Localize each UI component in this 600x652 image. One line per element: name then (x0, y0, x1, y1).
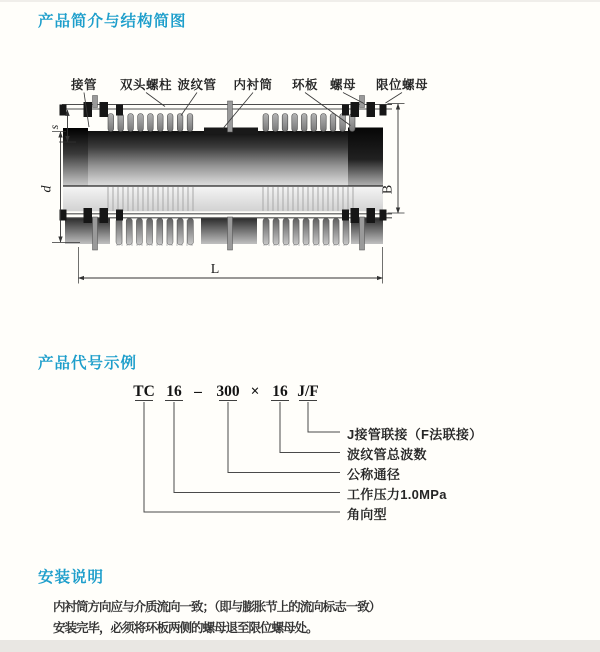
lower-section-body (63, 187, 383, 212)
callout-working-pressure: 工作压力1.0MPa (347, 487, 447, 502)
callout-connection-type: J接管联接（F法联接） (347, 427, 483, 442)
code-part-diameter: 300 (216, 383, 240, 400)
end-pipe-right (348, 128, 383, 186)
part-label-bellows: 波纹管 (177, 78, 217, 92)
part-label-inner-liner: 内衬筒 (233, 78, 273, 92)
part-label-ring-plate: 环板 (291, 78, 319, 92)
dimension-L (79, 247, 383, 284)
dim-label-d: d (39, 185, 55, 193)
dimension-B (388, 104, 405, 214)
callout-wave-count: 波纹管总波数 (347, 447, 427, 462)
install-note-line-2: 安装完毕，必须将环板两侧的螺母退至限位螺母处。 (53, 621, 318, 635)
code-part-times: × (250, 383, 260, 400)
code-part-connection: J/F (297, 383, 319, 400)
dim-label-B: B (380, 184, 396, 195)
install-note-line-1: 内衬筒方向应与介质流向一致；（即与膨胀节上的流向标志一致） (53, 600, 381, 614)
structure-diagram (30, 68, 470, 303)
page-bottom-edge (0, 640, 600, 652)
code-part-waves: 16 (272, 383, 288, 400)
bellows-teeth-bottom-right (263, 218, 349, 245)
code-part-dash: – (194, 383, 202, 400)
section-title-code: 产品代号示例 (38, 355, 138, 372)
part-label-limit-nut: 限位螺母 (375, 78, 429, 92)
code-callout-lines (0, 397, 600, 527)
dim-label-L: L (210, 262, 220, 277)
bellows-teeth-bottom-left (116, 218, 193, 245)
dim-label-s: s (47, 124, 61, 130)
part-label-nut: 螺母 (329, 78, 357, 92)
callout-angular-type: 角向型 (347, 507, 387, 522)
page-top-edge (0, 0, 600, 2)
code-part-pressure: 16 (166, 383, 182, 400)
main-shell-body (88, 131, 383, 186)
section-title-install: 安装说明 (38, 569, 105, 586)
end-pipe-left (63, 128, 88, 186)
callout-nominal-diameter: 公称通径 (347, 467, 401, 482)
bellows-teeth-top-right (263, 114, 355, 132)
bellows-teeth-top-left (108, 114, 193, 132)
section-title-intro: 产品简介与结构简图 (38, 13, 187, 30)
code-part-type: TC (133, 383, 155, 400)
part-label-double-stud: 双头螺柱 (119, 78, 173, 92)
part-label-connecting-pipe: 接管 (70, 78, 98, 92)
